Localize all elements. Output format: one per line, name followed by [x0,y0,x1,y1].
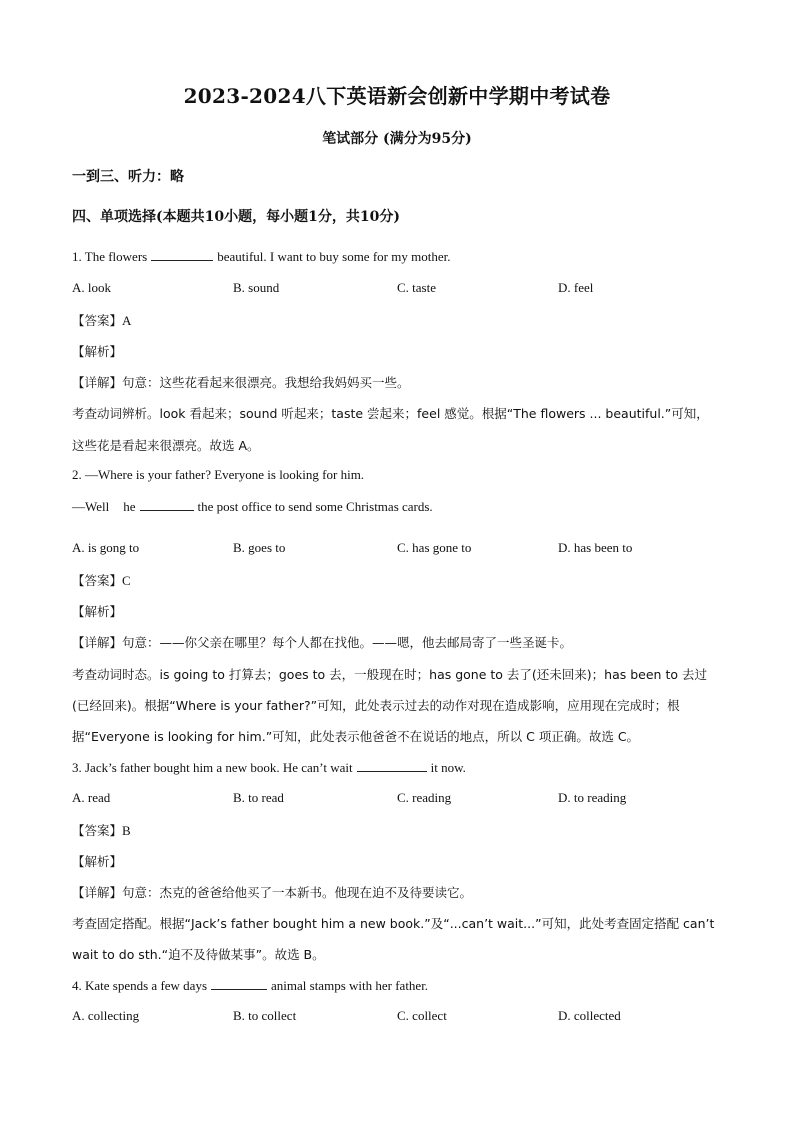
detail-line: 据“Everyone is looking for him.”可知，此处表示他爸爸不在说话的地点，所以 C 项正确。故选 C。 [72,729,640,744]
option-d: D. has been to [558,540,633,555]
question-2-stem: 2. —Where is your father? Everyone is looking for him. [72,467,365,482]
option-c: C. has gone to [397,540,472,555]
option-a: A. read [72,790,111,805]
option-c: C. reading [397,790,452,805]
answer-value: B [122,823,131,838]
answer-blank [151,248,213,261]
question-stem-text: 1. The flowers [72,249,148,264]
question-1-stem [72,248,450,265]
detail-line: 考查动词辨析。look 看起来；sound 听起来；taste 尝起来；feel 感觉。根据“The flowers ... beautiful.”可知， [72,406,709,421]
detail-label: 【详解】 [72,375,123,390]
answer-value: A [122,313,132,328]
option-b: B. to collect [233,1008,297,1023]
option-b: B. to read [233,790,284,805]
detail-line: 考查动词时态。is going to 打算去；goes to 去，一般现在时；has gone to 去了(还未回来)；has been to 去过 [72,667,707,682]
answer-value: C [122,573,131,588]
option-b: B. goes to [233,540,286,555]
question-4-stem [72,977,428,994]
detail-line: 这些花是看起来很漂亮。故选 A。 [72,438,260,453]
answer-blank [211,977,267,990]
answer-label: 【答案】 [72,823,123,838]
detail-line: wait to do sth.“迫不及待做某事”。故选 B。 [72,947,325,962]
answer-label: 【答案】 [72,313,123,328]
analysis-label: 【解析】 [72,854,123,869]
detail-line: 考查固定搭配。根据“Jack’s father bought him a new book.”及“...can’t wait...”可知，此处考查固定搭配 can’t [72,916,715,931]
option-b: B. sound [233,280,280,295]
option-a: A. look [72,280,111,295]
option-a: A. collecting [72,1008,140,1023]
answer-blank [140,498,194,511]
detail-line [72,373,410,391]
section-listening: 一到三、听力：略 [72,169,184,185]
option-c: C. taste [397,280,436,295]
answer-label: 【答案】 [72,573,123,588]
option-d: D. feel [558,280,594,295]
section-single-choice: 四、单项选择(本题共10小题，每小题1分，共10分) [72,209,400,225]
question-stem-text: 3. Jack’s father bought him a new book. He can’t wait [72,760,353,775]
detail-text: 句意：——你父亲在哪里？每个人都在找他。——嗯，他去邮局寄了一些圣诞卡。 [122,635,573,650]
page-title: 2023-2024八下英语新会创新中学期中考试卷 [183,84,611,108]
question-3-stem [72,759,466,776]
question-stem-text: 4. Kate spends a few days [72,978,208,993]
detail-text: 句意：这些花看起来很漂亮。我想给我妈妈买一些。 [122,375,410,390]
detail-label: 【详解】 [72,885,123,900]
question-stem-text: —Well [72,499,110,514]
question-stem-text: animal stamps with her father. [271,978,429,993]
answer-row [72,311,131,329]
analysis-label: 【解析】 [72,344,123,359]
question-stem-text: he [123,499,136,514]
question-stem-text: the post office to send some Christmas cards. [197,499,433,514]
detail-line [72,883,472,901]
question-stem-text: it now. [430,760,466,775]
answer-row [72,571,131,589]
detail-label: 【详解】 [72,635,123,650]
option-d: D. collected [558,1008,621,1023]
detail-text: 句意：杰克的爸爸给他买了一本新书。他现在迫不及待要读它。 [122,885,473,900]
option-c: C. collect [397,1008,447,1023]
question-stem-text: beautiful. I want to buy some for my mother. [217,249,451,264]
page-subtitle: 笔试部分 (满分为95分) [322,131,472,147]
question-2-stem-line2 [72,498,433,515]
option-d: D. to reading [558,790,627,805]
analysis-label: 【解析】 [72,604,123,619]
detail-line: (已经回来)。根据“Where is your father?”可知，此处表示过去的动作对现在造成影响，应用现在完成时；根 [72,698,680,713]
answer-blank [357,759,427,772]
option-a: A. is gong to [72,540,140,555]
detail-line [72,633,572,651]
answer-row [72,821,131,839]
